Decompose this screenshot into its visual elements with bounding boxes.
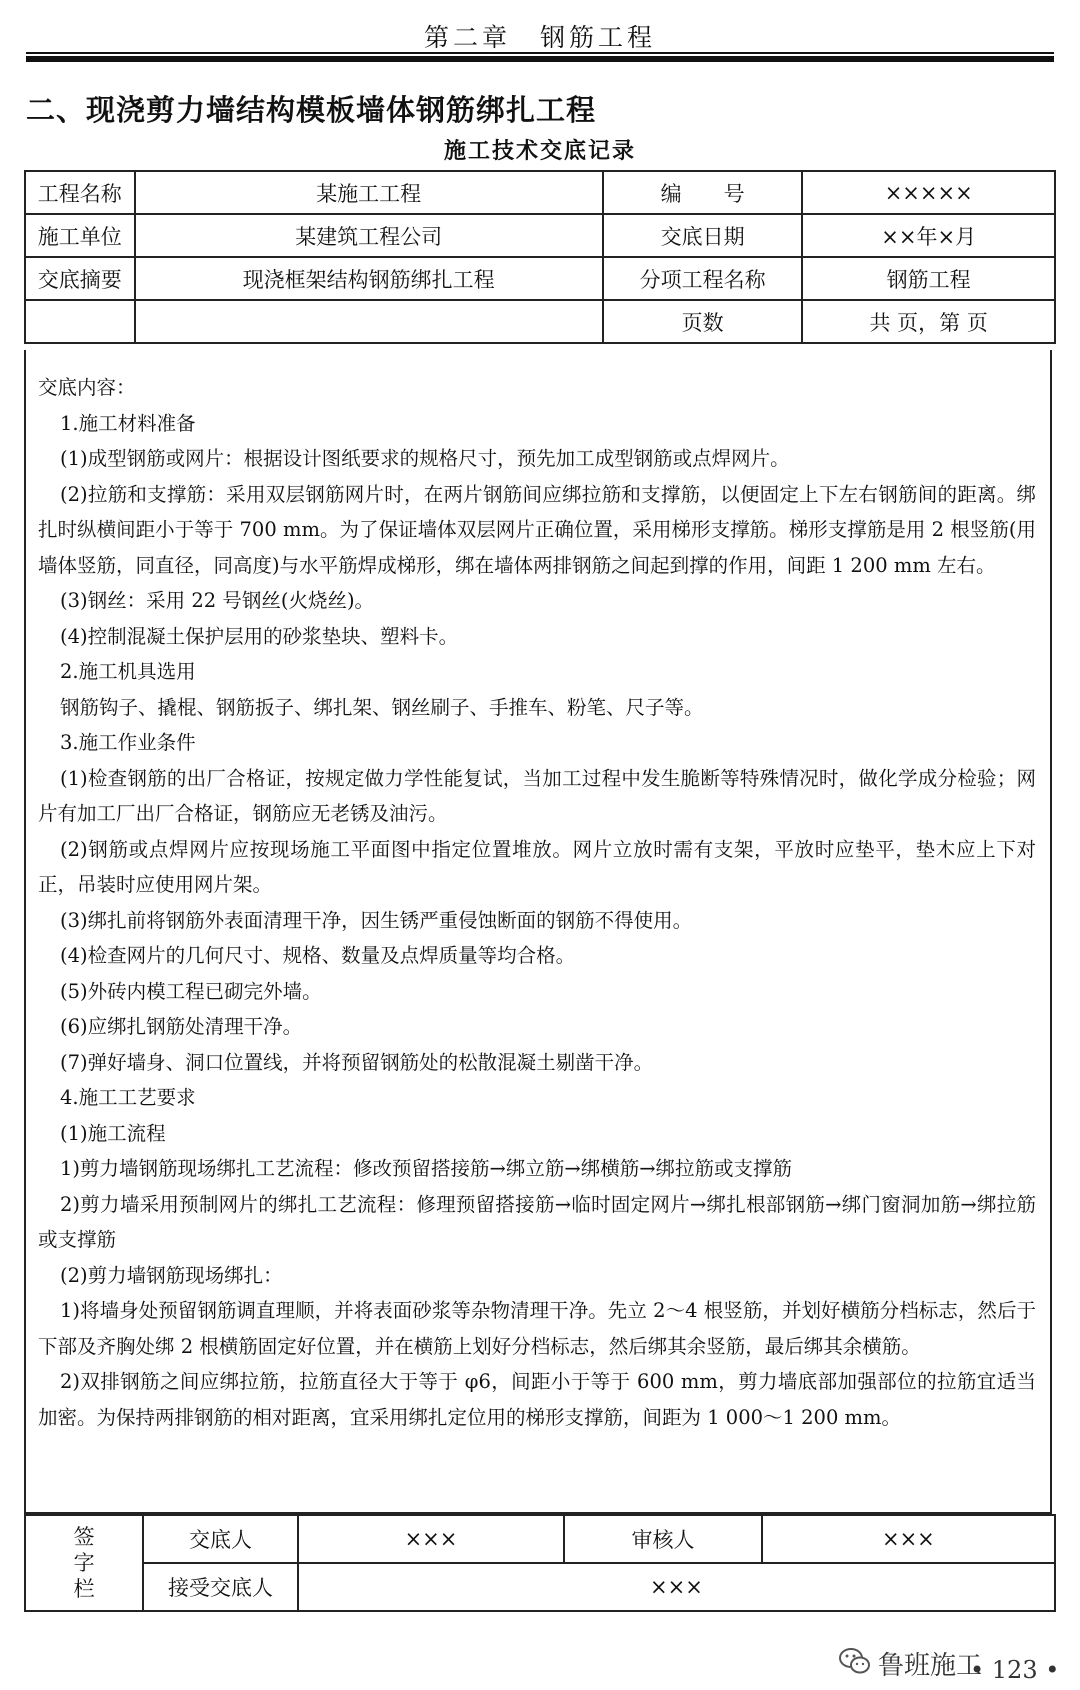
- content-paragraph: 4.施工工艺要求: [60, 1086, 196, 1109]
- content-paragraph: 2)双排钢筋之间应绑拉筋，拉筋直径大于等于 φ6，间距小于等于 600 mm，剪力墙底部加强部位的拉筋宜适当加密。为保持两排钢筋的相对距离，宜采用绑扎定位用的梯形支撑筋，间距为 1 000～1 200 mm。: [38, 1370, 1036, 1429]
- content-paragraph: (1)施工流程: [60, 1121, 166, 1145]
- info-table: [24, 170, 1056, 344]
- content-box: [24, 350, 1052, 1514]
- pages-value: 共 页，第 页: [802, 300, 1055, 343]
- presenter-value: ×××: [298, 1515, 564, 1563]
- reviewer-value: ×××: [762, 1515, 1055, 1563]
- info-row-unit: [25, 214, 1055, 257]
- summary-label: 交底摘要: [25, 257, 135, 300]
- content-paragraph: (4)控制混凝土保护层用的砂浆垫块、塑料卡。: [60, 624, 459, 648]
- info-row-project: [25, 171, 1055, 214]
- header-rule-thick: [26, 56, 1054, 62]
- info-row-pages: [25, 300, 1055, 343]
- unit-value: 某建筑工程公司: [135, 214, 603, 257]
- receiver-value: ×××: [298, 1563, 1055, 1611]
- content-paragraph: 1)剪力墙钢筋现场绑扎工艺流程：修改预留搭接筋→绑立筋→绑横筋→绑拉筋或支撑筋: [60, 1157, 793, 1180]
- date-value: ××年×月: [802, 214, 1055, 257]
- presenter-label: 交底人: [143, 1515, 298, 1563]
- signature-group-label: [25, 1515, 143, 1611]
- sub-name-value: 钢筋工程: [802, 257, 1055, 300]
- number-label: 编 号: [603, 171, 802, 214]
- project-name-label: 工程名称: [25, 171, 135, 214]
- record-title: 施工技术交底记录: [443, 138, 636, 164]
- content-paragraph: 钢筋钩子、撬棍、钢筋扳子、绑扎架、钢丝刷子、手推车、粉笔、尺子等。: [60, 695, 704, 719]
- sub-name-label: 分项工程名称: [603, 257, 802, 300]
- signature-table: [24, 1514, 1056, 1612]
- content-paragraph: (5)外砖内模工程已砌完外墙。: [60, 979, 322, 1003]
- header-rule-thin: [26, 52, 1054, 54]
- info-row-summary: [25, 257, 1055, 300]
- number-value: ×××××: [802, 171, 1055, 214]
- content-paragraph: 2.施工机具选用: [60, 660, 196, 683]
- content-paragraph: (6)应绑扎钢筋处清理干净。: [60, 1015, 303, 1038]
- page-number: • 123 •: [970, 1656, 1060, 1684]
- empty-cell: [135, 300, 603, 343]
- content-paragraph: (2)拉筋和支撑筋：采用双层钢筋网片时，在两片钢筋间应绑拉筋和支撑筋，以便固定上下左右钢筋间的距离。绑扎时纵横间距小于等于 700 mm。为了保证墙体双层网片正确位置，采用梯形支撑筋。梯形支撑筋是用 2 根竖筋(用墙体竖筋，同直径，同高度)与水平筋焊成梯形，绑在墙体两排钢筋之间起到撑的作用，间距 1 200 mm 左右。: [38, 482, 1036, 577]
- content-paragraph: (1)成型钢筋或网片：根据设计图纸要求的规格尺寸，预先加工成型钢筋或点焊网片。: [60, 447, 790, 470]
- empty-cell: [25, 300, 135, 343]
- content-paragraph: 2)剪力墙采用预制网片的绑扎工艺流程：修理预留搭接筋→临时固定网片→绑扎根部钢筋→绑门窗洞加筋→绑拉筋或支撑筋: [38, 1192, 1036, 1251]
- date-label: 交底日期: [603, 214, 802, 257]
- content-paragraph: (1)检查钢筋的出厂合格证，按规定做力学性能复试，当加工过程中发生脆断等特殊情况时，做化学成分检验；网片有加工厂出厂合格证，钢筋应无老锈及油污。: [38, 766, 1036, 825]
- content-paragraph: 1)将墙身处预留钢筋调直理顺，并将表面砂浆等杂物清理干净。先立 2～4 根竖筋，并划好横筋分档标志，然后于下部及齐胸处绑 2 根横筋固定好位置，并在横筋上划好分档标志，然后绑其余竖筋，最后绑其余横筋。: [38, 1299, 1036, 1358]
- running-head: 第二章 钢筋工程: [423, 23, 656, 52]
- content-paragraph: (7)弹好墙身、洞口位置线，并将预留钢筋处的松散混凝土剔凿干净。: [60, 1050, 654, 1074]
- receiver-label: 接受交底人: [143, 1563, 298, 1611]
- watermark-text: 鲁班施工: [878, 1651, 983, 1681]
- signature-row-presenter: [25, 1515, 1055, 1563]
- content-paragraph: (2)剪力墙钢筋现场绑扎：: [60, 1263, 283, 1287]
- project-name-value: 某施工工程: [135, 171, 603, 214]
- content-paragraph: 1.施工材料准备: [60, 411, 196, 435]
- content-paragraph: (4)检查网片的几何尺寸、规格、数量及点焊质量等均合格。: [60, 944, 576, 967]
- reviewer-label: 审核人: [564, 1515, 762, 1563]
- wechat-icon: [838, 1646, 872, 1676]
- summary-value: 现浇框架结构钢筋绑扎工程: [135, 257, 603, 300]
- content-heading: 交底内容：: [38, 376, 136, 399]
- section-title: 二、现浇剪力墙结构模板墙体钢筋绑扎工程: [26, 93, 597, 127]
- pages-label: 页数: [603, 300, 802, 343]
- signature-row-receiver: [25, 1563, 1055, 1611]
- signature-group-label-text: 签字栏: [73, 1525, 95, 1601]
- content-paragraph: (3)绑扎前将钢筋外表面清理干净，因生锈严重侵蚀断面的钢筋不得使用。: [60, 908, 693, 932]
- unit-label: 施工单位: [25, 214, 135, 257]
- content-paragraph: 3.施工作业条件: [60, 731, 196, 754]
- content-paragraph: (2)钢筋或点焊网片应按现场施工平面图中指定位置堆放。网片立放时需有支架，平放时应垫平，垫木应上下对正，吊装时应使用网片架。: [38, 837, 1036, 896]
- content-paragraph: (3)钢丝：采用 22 号钢丝(火烧丝)。: [60, 589, 375, 612]
